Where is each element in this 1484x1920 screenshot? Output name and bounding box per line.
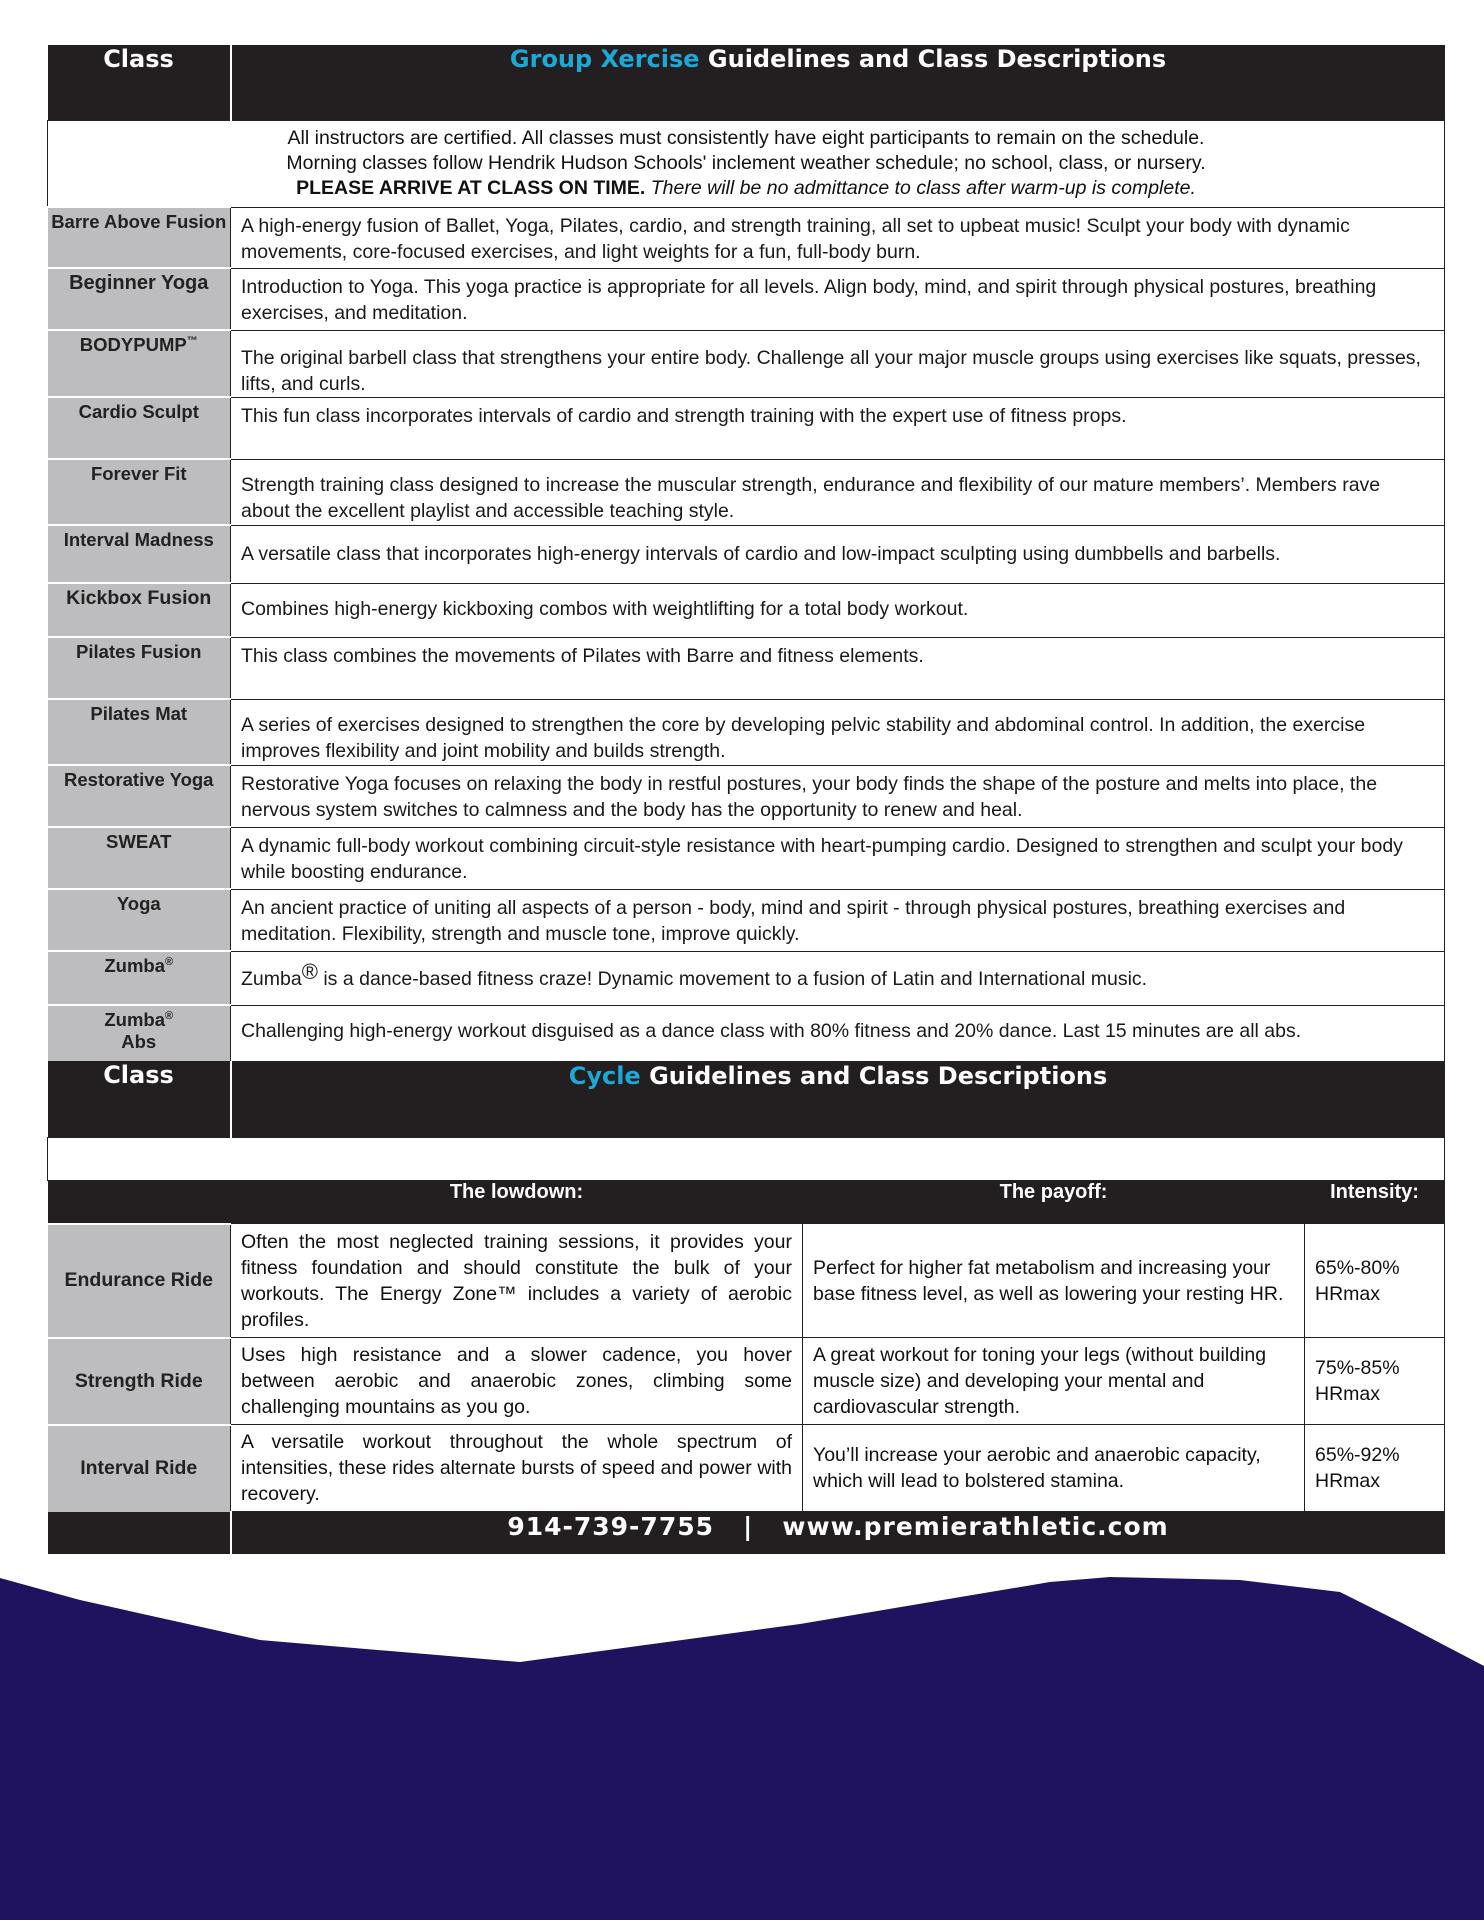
class-name-bodypump	[48, 330, 231, 397]
zumba-description-text: is a dance-based fitness craze! Dynamic movement to a fusion of Latin and International music.	[317, 967, 1148, 990]
class-row	[48, 765, 1445, 827]
class-name-forever-fit: Forever Fit	[48, 459, 231, 525]
intro-line-1: All instructors are certified. All classes must consistently have eight participants to remain on the schedule.	[287, 127, 1205, 149]
class-name-cardio-sculpt: Cardio Sculpt	[48, 397, 231, 459]
class-name-text: BODYPUMP	[79, 334, 187, 355]
class-row	[48, 1005, 1445, 1061]
contact-line	[231, 1512, 1445, 1555]
intro-row	[48, 121, 1445, 208]
ride-row	[48, 1224, 1445, 1338]
lowdown-header: The lowdown:	[231, 1180, 803, 1224]
ride-intensity: 65%-80% HRmax	[1305, 1224, 1445, 1338]
intro-notice	[48, 121, 1445, 208]
ride-intensity: 65%-92% HRmax	[1305, 1425, 1445, 1512]
class-name-interval-madness: Interval Madness	[48, 525, 231, 583]
ride-intensity: 75%-85% HRmax	[1305, 1338, 1445, 1425]
group-title-accent: Group Xercise	[509, 45, 700, 73]
group-title-rest: Guidelines and Class Descriptions	[707, 45, 1167, 73]
ride-payoff: Perfect for higher fat metabolism and increasing your base fitness level, as well as lowering your resting HR.	[803, 1224, 1305, 1338]
class-row	[48, 330, 1445, 397]
class-row	[48, 827, 1445, 889]
payoff-header: The payoff:	[803, 1180, 1305, 1224]
class-name-yoga: Yoga	[48, 889, 231, 951]
cycle-title-rest: Guidelines and Class Descriptions	[649, 1061, 1108, 1090]
website-link[interactable]: www.premierathletic.com	[782, 1512, 1169, 1541]
class-row	[48, 699, 1445, 765]
class-row	[48, 637, 1445, 699]
class-description: A high-energy fusion of Ballet, Yoga, Pilates, cardio, and strength training, all set to upbeat music! Sculpt your body with dynamic movements, core-focused exercises, and light weights for a fun, full-body burn.	[231, 207, 1445, 268]
class-name-barre-above-fusion: Barre Above Fusion	[48, 207, 231, 268]
intro-line-3	[52, 176, 1440, 201]
footer-separator: |	[743, 1512, 754, 1541]
class-description: A versatile class that incorporates high-energy intervals of cardio and low-impact sculpting using dumbbells and barbells.	[231, 525, 1445, 583]
intensity-header: Intensity:	[1305, 1180, 1445, 1224]
class-row	[48, 583, 1445, 637]
cycle-header-row	[48, 1061, 1445, 1137]
ride-lowdown: A versatile workout throughout the whole spectrum of intensities, these rides alternate bursts of speed and power with recovery.	[231, 1425, 803, 1512]
footer-bar	[48, 1512, 1445, 1555]
class-name-kickbox-fusion: Kickbox Fusion	[48, 583, 231, 637]
class-description: This class combines the movements of Pilates with Barre and fitness elements.	[231, 637, 1445, 699]
class-description: Challenging high-energy workout disguised as a dance class with 80% fitness and 20% dance. Last 15 minutes are all abs.	[231, 1005, 1445, 1061]
class-name-sweat: SWEAT	[48, 827, 231, 889]
phone-number: 914-739-7755	[507, 1512, 715, 1541]
registered-symbol: ®	[165, 1009, 174, 1022]
class-name-zumba-abs	[48, 1005, 231, 1061]
ride-payoff: A great workout for toning your legs (without building muscle size) and developing your mental and cardiovascular strength.	[803, 1338, 1305, 1425]
ride-name-interval: Interval Ride	[48, 1425, 231, 1512]
class-row	[48, 951, 1445, 1005]
class-name-line-2: Abs	[121, 1031, 157, 1052]
class-row	[48, 207, 1445, 268]
class-row	[48, 525, 1445, 583]
intro-line-2: Morning classes follow Hendrik Hudson Schools' inclement weather schedule; no school, class, or nursery.	[286, 152, 1206, 174]
class-name-text: Zumba	[104, 955, 166, 976]
class-description: This fun class incorporates intervals of cardio and strength training with the expert use of fitness props.	[231, 397, 1445, 459]
class-name-text: Zumba	[104, 1009, 166, 1030]
class-name-zumba	[48, 951, 231, 1005]
class-column-header: Class	[48, 1061, 231, 1137]
group-header-row	[48, 45, 1445, 121]
class-description: A dynamic full-body workout combining circuit-style resistance with heart-pumping cardio. Designed to strengthen and sculpt your body while boosting endurance.	[231, 827, 1445, 889]
cycle-title	[231, 1061, 1445, 1137]
class-description: Strength training class designed to increase the muscular strength, endurance and flexibility of our mature members’. Members rave about the excellent playlist and accessible teaching style.	[231, 459, 1445, 525]
ride-name-endurance: Endurance Ride	[48, 1224, 231, 1338]
class-description: Introduction to Yoga. This yoga practice is appropriate for all levels. Align body, mind, and spirit through physical postures, breathing exercises, and meditation.	[231, 268, 1445, 330]
class-description: An ancient practice of uniting all aspects of a person - body, mind and spirit - through physical postures, breathing exercises and meditation. Flexibility, strength and muscle tone, improve quickly.	[231, 889, 1445, 951]
class-row	[48, 397, 1445, 459]
ride-name-strength: Strength Ride	[48, 1338, 231, 1425]
class-name-beginner-yoga: Beginner Yoga	[48, 268, 231, 330]
registered-symbol: ®	[165, 955, 174, 968]
registered-symbol: ®	[301, 958, 318, 984]
class-description: A series of exercises designed to strengthen the core by developing pelvic stability and abdominal control. In addition, the exercise improves flexibility and joint mobility and builds strength.	[231, 699, 1445, 765]
class-name-pilates-mat: Pilates Mat	[48, 699, 231, 765]
class-row	[48, 268, 1445, 330]
class-description: Restorative Yoga focuses on relaxing the body in restful postures, your body finds the shape of the posture and melts into place, the nervous system switches to calmness and the body has the opportunity to renew and heal.	[231, 765, 1445, 827]
class-row	[48, 889, 1445, 951]
ride-lowdown: Often the most neglected training sessions, it provides your fitness foundation and should constitute the bulk of your workouts. The Energy Zone™ includes a variety of aerobic profiles.	[231, 1224, 803, 1338]
class-descriptions-document	[47, 45, 1444, 1554]
cycle-column-headers	[48, 1180, 1445, 1224]
group-title	[231, 45, 1445, 121]
class-table	[47, 45, 1445, 1554]
class-description: Combines high-energy kickboxing combos with weightlifting for a total body workout.	[231, 583, 1445, 637]
class-description	[231, 951, 1445, 1005]
zumba-word: Zumba	[241, 967, 302, 990]
class-column-header: Class	[48, 45, 231, 121]
ride-row	[48, 1425, 1445, 1512]
arrive-on-time-notice: PLEASE ARRIVE AT CLASS ON TIME.	[296, 177, 646, 199]
class-row	[48, 459, 1445, 525]
blank-row	[48, 1137, 1445, 1180]
ride-lowdown: Uses high resistance and a slower cadence, you hover between aerobic and anaerobic zones, climbing some challenging mountains as you go.	[231, 1338, 803, 1425]
ride-payoff: You’ll increase your aerobic and anaerobic capacity, which will lead to bolstered stamina.	[803, 1425, 1305, 1512]
trademark-symbol: ™	[186, 334, 198, 347]
class-name-pilates-fusion: Pilates Fusion	[48, 637, 231, 699]
class-description: The original barbell class that strengthens your entire body. Challenge all your major muscle groups using exercises like squats, presses, lifts, and curls.	[231, 330, 1445, 397]
class-name-restorative-yoga: Restorative Yoga	[48, 765, 231, 827]
admittance-notice: There will be no admittance to class after warm-up is complete.	[650, 177, 1196, 199]
cycle-title-accent: Cycle	[568, 1061, 641, 1090]
ride-row	[48, 1338, 1445, 1425]
